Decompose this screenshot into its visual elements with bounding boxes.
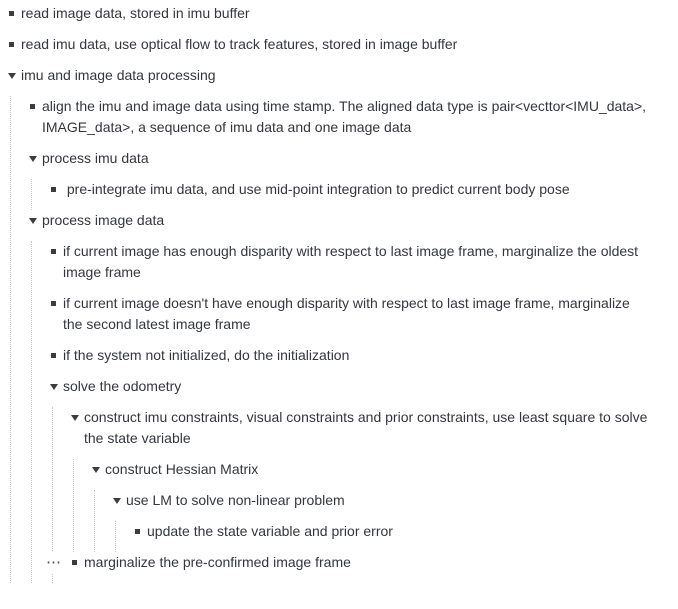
outline-children (31, 179, 648, 210)
outline-node (46, 552, 648, 583)
outline-item-text[interactable]: update the state variable and prior error (147, 523, 393, 539)
outline-children (115, 521, 648, 552)
outline-item[interactable] (44, 241, 648, 293)
bullet-square-icon[interactable] (44, 345, 63, 366)
outline-node (44, 293, 648, 345)
outline-item[interactable] (23, 96, 648, 148)
outline-item-text[interactable]: if the system not initialized, do the initialization (63, 347, 350, 363)
outline-children (10, 96, 652, 583)
bullet-square-icon[interactable] (2, 3, 21, 24)
outline-node (44, 179, 648, 210)
outline-node (23, 148, 648, 210)
outline-item[interactable] (107, 490, 648, 521)
outline-item[interactable] (2, 34, 648, 65)
outline-item-text[interactable]: marginalize the pre-confirmed image frame (84, 554, 351, 570)
collapse-triangle-icon[interactable] (107, 490, 126, 511)
outline-item-text[interactable]: align the imu and image data using time stamp. The aligned data type is pair<vecttor<IMU_data>, IMAGE_data>, a sequence of imu data and one image data (42, 98, 650, 135)
outline-item[interactable] (86, 459, 648, 490)
outline-node (86, 459, 648, 552)
outline-node (128, 521, 648, 552)
outline-item[interactable] (44, 179, 648, 210)
bullet-square-icon[interactable] (44, 179, 63, 200)
outline-node (65, 407, 652, 552)
outline-children (73, 459, 648, 552)
outline-item-text[interactable]: process imu data (42, 150, 149, 166)
outline-item[interactable] (23, 210, 648, 241)
bullet-square-icon[interactable] (44, 241, 63, 262)
bullet-square-icon[interactable] (23, 96, 42, 117)
outline-item[interactable] (44, 345, 648, 376)
outline-node (2, 65, 652, 583)
outline-item[interactable] (2, 65, 648, 96)
outline-node (2, 34, 648, 65)
outline-children (94, 490, 648, 552)
outline-node (23, 210, 652, 583)
outline-item-text[interactable]: construct imu constraints, visual constraints and prior constraints, use least square to solve the state variable (84, 409, 652, 446)
bullet-square-icon[interactable] (65, 552, 84, 573)
outline-item-text[interactable]: pre-integrate imu data, and use mid-point integration to predict current body pose (63, 181, 570, 197)
outline-item[interactable] (44, 376, 648, 407)
outline-item-text[interactable]: construct Hessian Matrix (105, 461, 259, 477)
collapse-triangle-icon[interactable] (65, 407, 84, 428)
outline-item[interactable] (65, 407, 652, 459)
outline-node (44, 241, 648, 293)
outline-children (31, 241, 652, 583)
outline-item-text[interactable]: solve the odometry (63, 378, 182, 394)
outline-item[interactable] (128, 521, 648, 552)
outline-item-text[interactable]: if current image has enough disparity with respect to last image frame, marginalize the oldest image frame (63, 243, 642, 280)
collapse-triangle-icon[interactable] (86, 459, 105, 480)
outline-node (44, 376, 652, 583)
hidden-items-ellipsis-icon[interactable]: ⋯ (43, 552, 64, 573)
outline-item-text[interactable]: if current image doesn't have enough disparity with respect to last image frame, marginalize the second latest image frame (63, 295, 634, 332)
outline-children (46, 407, 652, 583)
outline-item[interactable] (23, 148, 648, 179)
bullet-square-icon[interactable] (128, 521, 147, 542)
bullet-square-icon[interactable] (44, 293, 63, 314)
outline-node (44, 345, 648, 376)
outline-item-text[interactable]: process image data (42, 212, 165, 228)
outline-item-text[interactable]: read image data, stored in imu buffer (21, 5, 250, 21)
outline-node (23, 96, 648, 148)
outline-node (107, 490, 648, 552)
outline-item-text[interactable]: imu and image data processing (21, 67, 216, 83)
collapse-triangle-icon[interactable] (44, 376, 63, 397)
bullet-square-icon[interactable] (2, 34, 21, 55)
collapse-triangle-icon[interactable] (23, 148, 42, 169)
outline-item[interactable] (44, 293, 648, 345)
outline-node (2, 3, 648, 34)
outline-item-text[interactable]: read imu data, use optical flow to track features, stored in image buffer (21, 36, 458, 52)
collapse-triangle-icon[interactable] (2, 65, 21, 86)
collapse-triangle-icon[interactable] (23, 210, 42, 231)
outline-item-text[interactable]: use LM to solve non-linear problem (126, 492, 345, 508)
outline-item[interactable] (46, 552, 648, 583)
outline-item[interactable] (2, 3, 648, 34)
